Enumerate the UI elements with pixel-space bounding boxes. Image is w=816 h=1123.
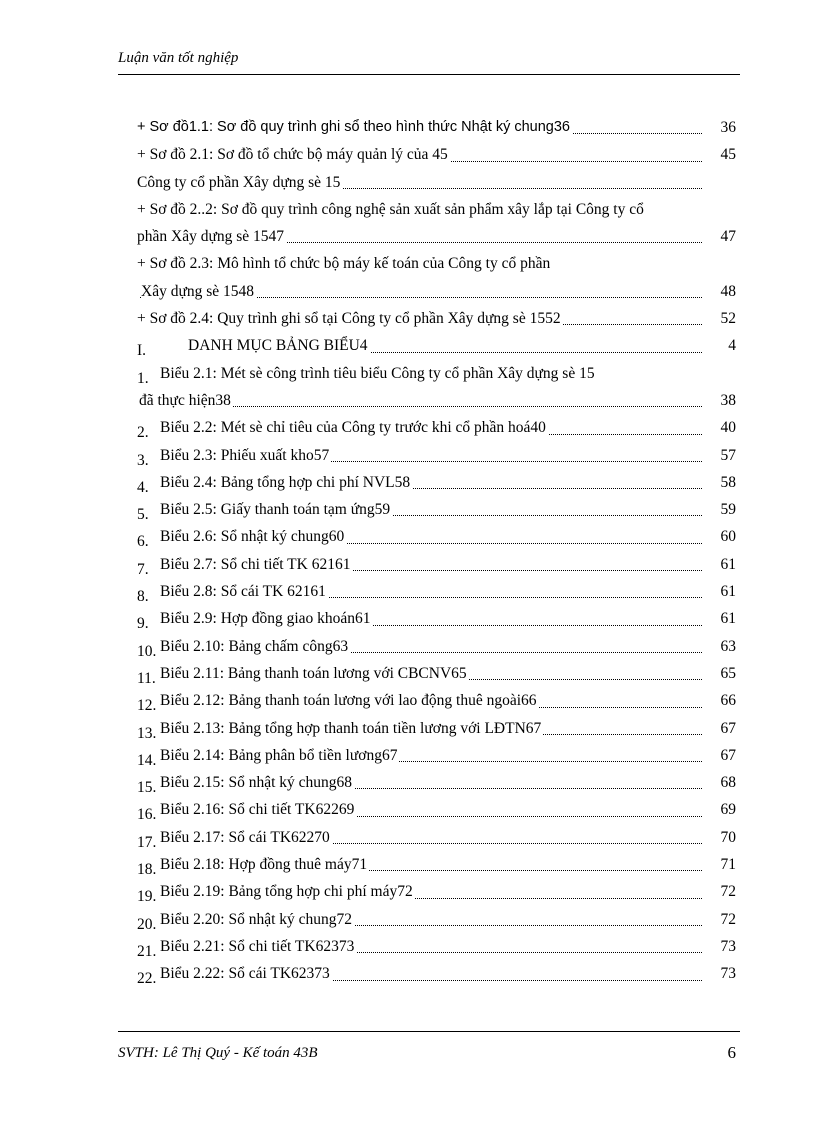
entry-title: + Sơ đồ1.1: Sơ đồ quy trình ghi sổ theo hình thức Nhật ký chung36 [137,114,572,141]
entry-page: 65 [720,664,736,682]
entry-page: 73 [720,937,736,955]
toc-table-row [0,387,816,414]
entry-title: Biểu 2.22: Sổ cái TK62373 [160,960,332,987]
entry-title: Biểu 2.14: Bảng phân bổ tiền lương67 [160,742,399,769]
entry-page: 61 [720,555,736,573]
toc-diagram-row [0,223,816,250]
toc-table-row [0,960,816,987]
toc-table-row [0,851,816,878]
toc-diagram-row [0,305,816,332]
dot-leader [160,406,702,407]
entry-page: 58 [720,473,736,491]
entry-title: Biểu 2.18: Hợp đồng thuê máy71 [160,851,369,878]
entry-page: 67 [720,719,736,737]
toc-table-row [0,769,816,796]
toc-diagram-row [0,196,816,223]
entry-page: 72 [720,910,736,928]
entry-page: 48 [720,282,736,300]
entry-page: 70 [720,828,736,846]
entry-number: 15. [137,779,157,797]
entry-title: Biểu 2.16: Sổ chi tiết TK62269 [160,796,356,823]
entry-page: 69 [720,801,736,819]
entry-page: 40 [720,419,736,437]
entry-page: 60 [720,528,736,546]
entry-number: 7. [137,560,149,578]
entry-title: đã thực hiện38 [139,387,233,414]
toc-table-row [0,442,816,469]
toc-table-row [0,906,816,933]
entry-title: Biểu 2.12: Bảng thanh toán lương với lao động thuê ngoài66 [160,687,539,714]
entry-number: 22. [137,970,157,988]
entry-page: 73 [720,965,736,983]
entry-title: Biểu 2.20: Sổ nhật ký chung72 [160,906,354,933]
entry-title: Công ty cổ phần Xây dựng sè 15 [137,169,342,196]
entry-title: Biểu 2.9: Hợp đồng giao khoán61 [160,605,373,632]
entry-number: 18. [137,861,157,879]
toc-table-row [0,578,816,605]
toc-table-row [0,660,816,687]
entry-number: 1. [137,369,149,387]
entry-page: 61 [720,610,736,628]
entry-number: 17. [137,833,157,851]
toc-table-row [0,414,816,441]
entry-page: 67 [720,746,736,764]
entry-title: phần Xây dựng sè 1547 [137,223,286,250]
entry-title: Biểu 2.17: Sổ cái TK62270 [160,824,332,851]
toc-diagram-row [0,278,816,305]
entry-title: Biểu 2.21: Sổ chi tiết TK62373 [160,933,356,960]
entry-number: 11. [137,669,156,687]
toc-table-row [0,469,816,496]
entry-page: 61 [720,583,736,601]
entry-title: Biểu 2.11: Bảng thanh toán lương với CBCNV65 [160,660,469,687]
entry-number: 8. [137,588,149,606]
entry-number: 12. [137,697,157,715]
entry-number: 14. [137,751,157,769]
entry-page: 59 [720,501,736,519]
entry-page: 68 [720,774,736,792]
entry-page: 4 [728,337,736,355]
entry-title: Biểu 2.7: Sổ chi tiết TK 62161 [160,551,352,578]
entry-page: 45 [720,146,736,164]
entry-title: Biểu 2.8: Sổ cái TK 62161 [160,578,328,605]
entry-number: 6. [137,533,149,551]
entry-number: I. [137,342,147,360]
entry-page: 71 [720,856,736,874]
entry-title: Biểu 2.3: Phiếu xuất kho57 [160,442,331,469]
entry-number: 9. [137,615,149,633]
entry-title: + Sơ đồ 2.3: Mô hình tổ chức bộ máy kế toán của Công ty cổ phần [137,250,552,277]
toc-diagram-row [0,141,816,168]
entry-title: + Sơ đồ 2.1: Sơ đồ tổ chức bộ máy quản lý của 45 [137,141,450,168]
toc-table-row [0,796,816,823]
entry-title: + Sơ đồ 2.4: Quy trình ghi sổ tại Công ty cổ phần Xây dựng sè 1552 [137,305,563,332]
entry-number: 21. [137,942,157,960]
entry-title: Biểu 2.4: Bảng tổng hợp chi phí NVL58 [160,469,412,496]
entry-number: 20. [137,915,157,933]
entry-title: Biểu 2.19: Bảng tổng hợp chi phí máy72 [160,878,415,905]
entry-page: 36 [720,119,736,136]
entry-title: + Sơ đồ 2..2: Sơ đồ quy trình công nghệ sản xuất sản phẩm xây lắp tại Công ty cổ [137,196,646,223]
entry-title: Biểu 2.13: Bảng tổng hợp thanh toán tiền lương với LĐTN67 [160,715,543,742]
entry-number: 10. [137,642,157,660]
entry-title: Biểu 2.5: Giấy thanh toán tạm ứng59 [160,496,392,523]
toc-table-row [0,933,816,960]
entry-title: DANH MỤC BẢNG BIỂU4 [188,332,370,359]
entry-page: 72 [720,883,736,901]
entry-number: 19. [137,888,157,906]
entry-number: 4. [137,478,149,496]
entry-title: Biểu 2.10: Bảng chấm công63 [160,633,350,660]
entry-title: Xây dựng sè 1548 [141,278,256,305]
toc-table-row [0,496,816,523]
entry-number: 3. [137,451,149,469]
toc-table-row [0,523,816,550]
toc-table-row [0,551,816,578]
entry-page: 57 [720,446,736,464]
toc-table-row [0,687,816,714]
toc-table-row [0,715,816,742]
toc-table-row [0,633,816,660]
entry-title: Biểu 2.6: Sổ nhật ký chung60 [160,523,346,550]
entry-number: 13. [137,724,157,742]
toc-table-row [0,605,816,632]
entry-page: 47 [720,228,736,246]
toc-table-row [0,360,816,387]
toc-table-row [0,742,816,769]
toc-diagram-row [0,250,816,277]
page-header-title: Luận văn tốt nghiệp [118,50,239,66]
entry-title: Biểu 2.2: Mét sè chỉ tiêu của Công ty trước khi cổ phần hoá40 [160,414,548,441]
entry-number: 16. [137,806,157,824]
page-number: 6 [727,1043,736,1062]
toc-table-row [0,824,816,851]
toc-table-row [0,878,816,905]
entry-title: Biểu 2.1: Mét sè công trình tiêu biểu Công ty cổ phần Xây dựng sè 15 [160,360,597,387]
table-of-contents [0,114,816,988]
entry-page: 63 [720,637,736,655]
toc-section-row [0,332,816,359]
footer-author: SVTH: Lê Thị Quý - Kế toán 43B [118,1045,318,1061]
header-rule [118,74,740,75]
entry-title: Biểu 2.15: Sổ nhật ký chung68 [160,769,354,796]
toc-diagram-row [0,114,816,141]
entry-page: 66 [720,692,736,710]
entry-page: 52 [720,310,736,328]
toc-diagram-row [0,169,816,196]
entry-number: 2. [137,424,149,442]
footer-rule [118,1031,740,1032]
entry-number: 5. [137,506,149,524]
entry-page: 38 [720,391,736,409]
